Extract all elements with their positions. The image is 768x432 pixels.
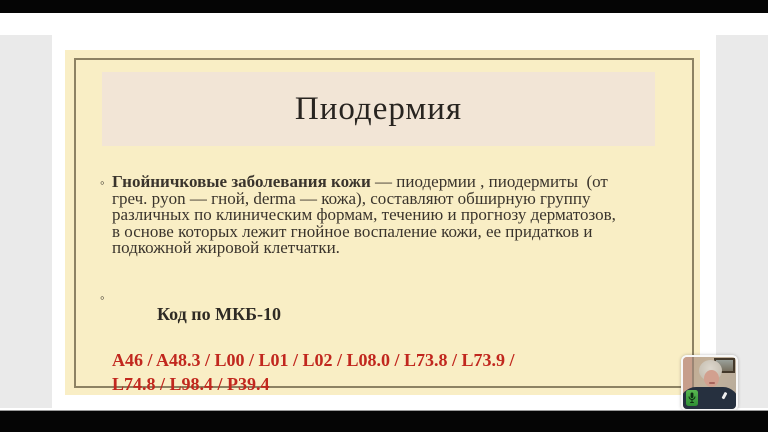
icd-heading: Код по МКБ-10 xyxy=(157,303,282,324)
webcam-overlay[interactable] xyxy=(681,355,738,411)
presenter-mouth xyxy=(709,382,715,384)
paragraph-line: греч. pyon — гной, derma — кожа), составляют обширную группу xyxy=(112,188,591,208)
desktop-right-panel xyxy=(716,35,768,408)
presenter-face xyxy=(704,370,719,387)
title-band xyxy=(102,72,655,146)
paragraph-bold-lead: Гнойничковые заболевания кожи xyxy=(112,172,371,191)
paragraph-line: различных по клиническим формам, течению и прогнозу дерматозов, xyxy=(112,205,616,224)
desktop-left-panel xyxy=(0,35,52,408)
slide-canvas xyxy=(65,50,700,395)
letterbox-top xyxy=(0,0,768,13)
wall-edge-line xyxy=(692,357,694,391)
letterbox-bottom xyxy=(0,410,768,432)
paragraph-line: подкожной жировой клетчатки. xyxy=(112,238,340,257)
slide-body xyxy=(100,172,677,396)
icd-codes-line: A46 / A48.3 / L00 / L01 / L02 / L08.0 / L73.8 / L73.9 / xyxy=(112,349,515,370)
presentation-page xyxy=(0,13,768,410)
body-paragraph xyxy=(100,172,677,257)
slide-title: Пиодермия xyxy=(294,90,463,127)
paragraph-line1-rest: — пиодермии , пиодермиты (от xyxy=(370,172,608,191)
paragraph-line: в основе которых лежит гнойное воспаление кожи, ее придатков и xyxy=(112,221,593,241)
icd-heading-row xyxy=(100,287,677,341)
icd-codes xyxy=(112,348,677,396)
bullet-marker: ◦ xyxy=(100,175,105,190)
bullet-marker: ◦ xyxy=(100,289,105,305)
microphone-icon[interactable] xyxy=(686,390,698,406)
icd-codes-line: L74.8 / L98.4 / P39.4 xyxy=(112,373,270,394)
